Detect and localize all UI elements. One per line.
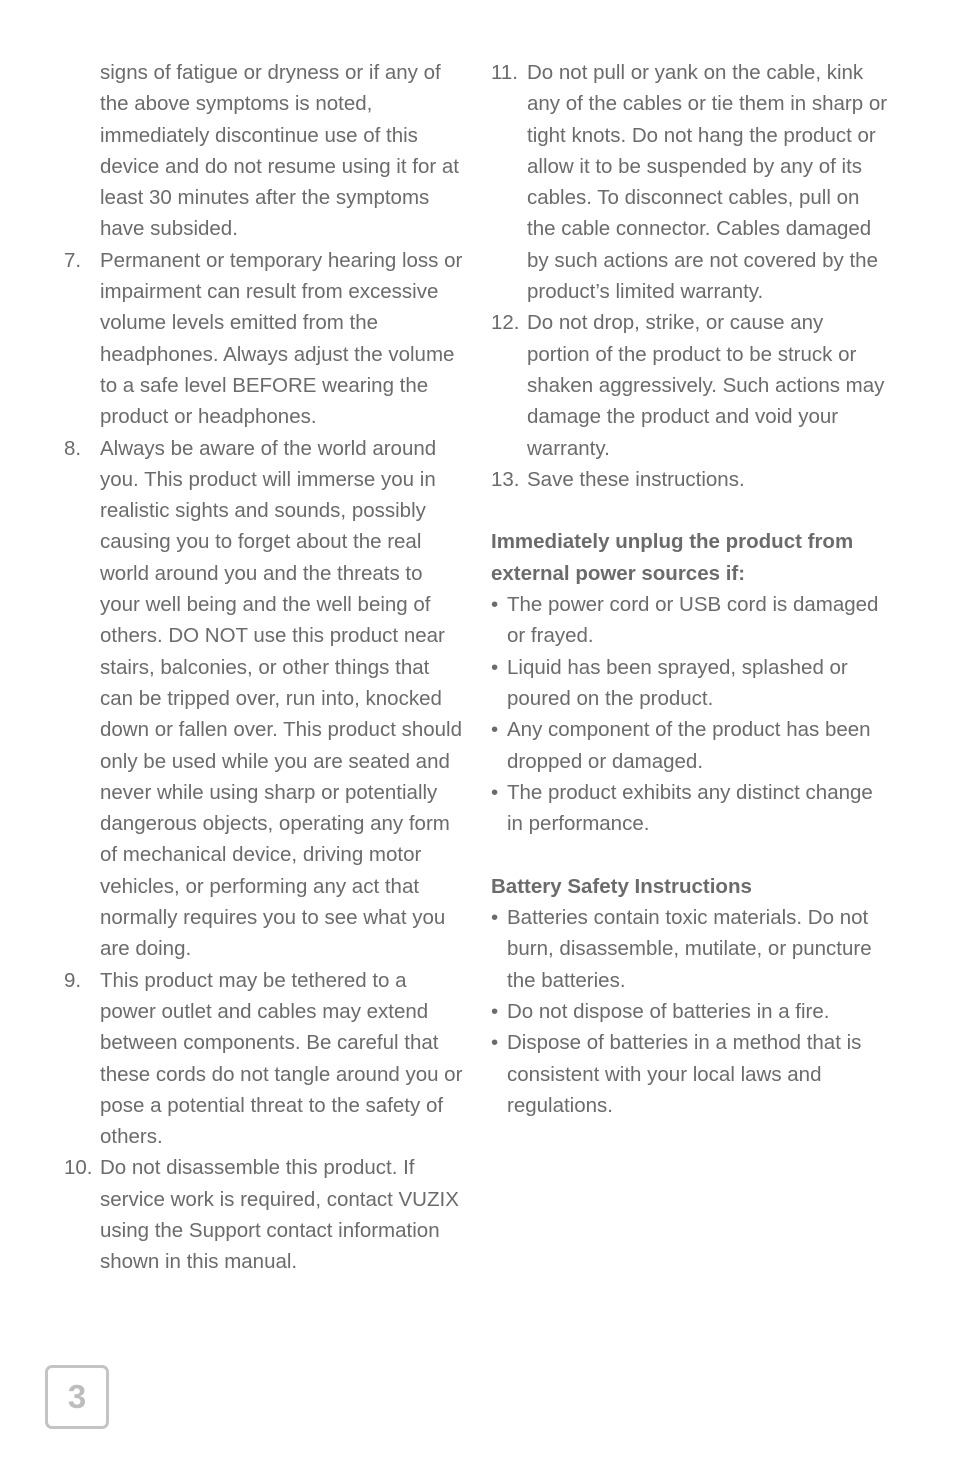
list-item-12 [491,307,891,463]
bullet-item [491,589,891,652]
bullet-icon: • [491,593,499,617]
list-text: Do not drop, strike, or cause any portion of the product to be struck or shaken aggressively. Such actions may damage the product and void your warranty. [527,311,885,460]
left-column [64,57,464,1278]
bullet-icon: • [491,1031,499,1055]
list-item-7 [64,245,464,433]
list-text: Do not pull or yank on the cable, kink any of the cables or tie them in sharp or tight knots. Do not hang the product or allow it to be suspended by any of its cables. To disconnect cables, pull on the cable connector. Cables damaged by such actions are not covered by the product’s limited warranty. [527,61,888,304]
bullet-text: Dispose of batteries in a method that is consistent with your local laws and regulations. [507,1031,862,1117]
list-item-8 [64,433,464,965]
spacer [491,495,891,526]
list-text: This product may be tethered to a power outlet and cables may extend between components. Be careful that these cords do not tangle around you or pose a potential threat to the safety of others. [100,968,463,1149]
list-item-11 [491,57,891,307]
unplug-heading: Immediately unplug the product from external power sources if: [491,530,854,585]
battery-heading: Battery Safety Instructions [491,874,752,898]
spacer [491,839,891,870]
bullet-item [491,777,891,840]
list-text: Save these instructions. [527,467,745,491]
bullet-text: Do not dispose of batteries in a fire. [507,999,830,1023]
list-item-9 [64,965,464,1153]
bullet-item [491,902,891,996]
list-number: 12. [491,311,520,335]
bullet-item [491,1027,891,1121]
page-number: 3 [67,1378,87,1416]
list-item-10 [64,1152,464,1277]
list-text: Always be aware of the world around you. This product will immerse you in realistic sights and sounds, possibly causing you to forget about the real world around you and the threats to your well being and the well being of others. DO NOT use this product near stairs, balconies, or other things that can be tripped over, run into, knocked down or fallen over. This product should only be used while you are seated and never while using sharp or potentially dangerous objects, operating any form of mechanical device, driving motor vehicles, or performing any act that normally requires you to see what you are doing. [100,436,463,961]
bullet-item [491,714,891,777]
bullet-text: Any component of the product has been dropped or damaged. [507,718,871,773]
list-number: 11. [491,61,518,84]
list-number: 7. [64,248,82,272]
bullet-text: The power cord or USB cord is damaged or frayed. [507,593,879,648]
bullet-icon: • [491,780,499,804]
bullet-icon: • [491,655,499,679]
bullet-icon: • [491,999,499,1023]
list-text: Permanent or temporary hearing loss or impairment can result from excessive volume levels emitted from the headphones. Always adjust the volume to a safe level BEFORE wearing the product or headphones. [100,248,463,429]
bullet-icon: • [491,906,499,930]
bullet-icon: • [491,718,499,742]
list-number: 10. [64,1156,93,1180]
list-text: Do not disassemble this product. If service work is required, contact VUZIX using the Support contact information shown in this manual. [100,1156,459,1274]
item-6-continuation: signs of fatigue or dryness or if any of the above symptoms is noted, immediately discontinue use of this device and do not resume using it for at least 30 minutes after the symptoms have subsided. [100,61,459,241]
list-number: 13. [491,467,520,491]
bullet-item [491,652,891,715]
bullet-text: The product exhibits any distinct change in performance. [507,780,873,836]
list-item-13 [491,464,891,495]
list-number: 8. [64,436,82,460]
page-number-badge [45,1365,109,1429]
bullet-item [491,996,891,1027]
bullet-text: Liquid has been sprayed, splashed or poured on the product. [507,655,848,710]
bullet-text: Batteries contain toxic materials. Do not burn, disassemble, mutilate, or puncture the batteries. [507,906,872,992]
right-column [491,57,891,1121]
list-number: 9. [64,968,82,992]
